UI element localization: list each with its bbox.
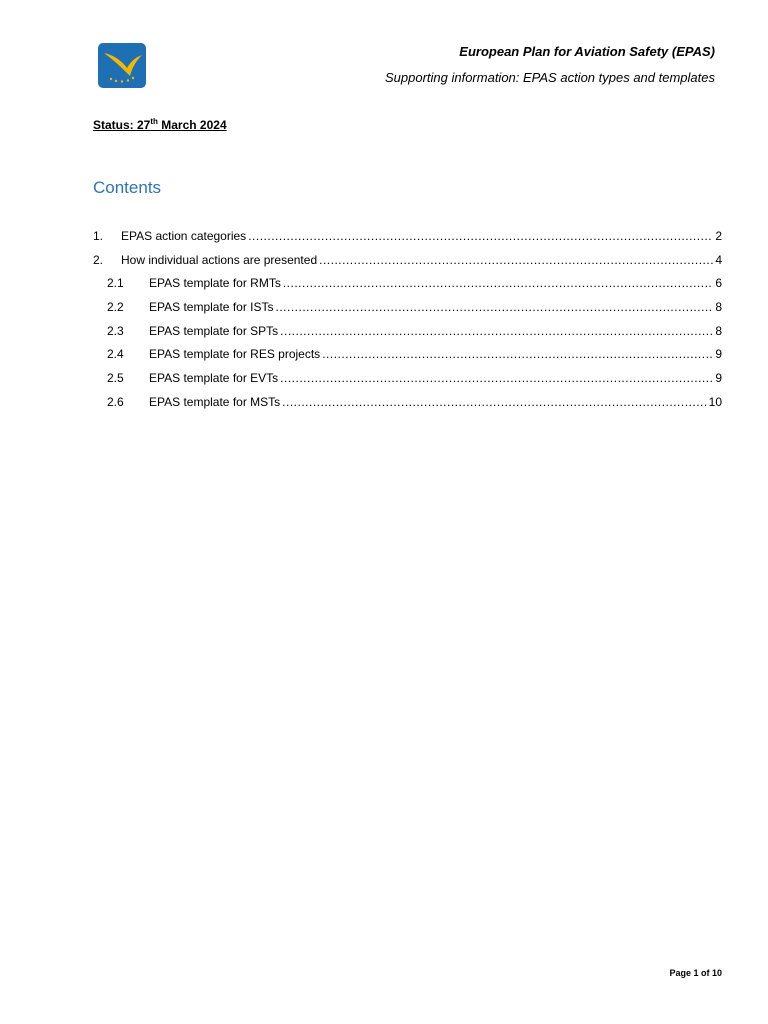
toc-entry[interactable]	[93, 253, 722, 277]
toc-entry-label: EPAS template for ISTs	[149, 300, 274, 315]
toc-dot-leader	[322, 347, 713, 361]
status-date	[93, 118, 227, 132]
toc-entry-label: EPAS template for EVTs	[149, 371, 279, 386]
toc-entry[interactable]	[93, 229, 722, 253]
toc-entry-number: 2.3	[107, 323, 124, 338]
toc-entry[interactable]	[93, 276, 722, 300]
toc-entry-label: EPAS action categories	[121, 229, 247, 243]
status-date-superscript: th	[150, 117, 158, 126]
toc-entry-number: 2.6	[107, 394, 124, 409]
toc-entry-number: 2.2	[107, 300, 124, 315]
toc-entry-number: 2.1	[107, 276, 124, 291]
toc-entry-page: 6	[715, 276, 722, 291]
easa-bird-logo-icon	[98, 43, 146, 88]
page-number-footer: Page 1 of 10	[669, 968, 722, 978]
toc-entry-page: 9	[715, 371, 722, 386]
status-suffix: March 2024	[157, 118, 227, 132]
toc-dot-leader	[280, 371, 713, 385]
status-prefix: Status: 27	[93, 118, 151, 132]
toc-entry-page: 4	[715, 252, 722, 267]
toc-dot-leader	[276, 300, 714, 314]
toc-dot-leader	[248, 229, 713, 243]
toc-dot-leader	[280, 324, 713, 338]
toc-entry-number: 2.	[93, 252, 104, 267]
toc-dot-leader	[283, 276, 713, 290]
toc-entry[interactable]	[93, 371, 722, 395]
toc-entry-page: 9	[715, 347, 722, 362]
table-of-contents	[93, 229, 722, 419]
toc-entry-label: EPAS template for SPTs	[149, 323, 279, 338]
toc-entry-label: EPAS template for MSTs	[149, 394, 281, 409]
toc-entry-label: How individual actions are presented	[121, 252, 318, 267]
toc-entry[interactable]	[93, 395, 722, 419]
toc-entry[interactable]	[93, 324, 722, 348]
toc-entry[interactable]	[93, 300, 722, 324]
toc-dot-leader	[282, 395, 706, 409]
toc-entry-page: 10	[708, 394, 722, 409]
document-header-subtitle: Supporting information: EPAS action types and templates	[384, 70, 715, 85]
toc-entry-label: EPAS template for RMTs	[149, 276, 281, 291]
toc-entry-number: 2.5	[107, 371, 124, 386]
toc-entry-page: 8	[715, 300, 722, 315]
toc-entry[interactable]	[93, 347, 722, 371]
toc-entry-number: 2.4	[107, 347, 124, 362]
contents-heading: Contents	[93, 178, 162, 197]
toc-entry-number: 1.	[93, 229, 104, 243]
document-header-title: European Plan for Aviation Safety (EPAS)	[459, 44, 715, 59]
toc-entry-label: EPAS template for RES projects	[149, 347, 321, 362]
toc-dot-leader	[319, 253, 713, 267]
toc-entry-page: 8	[715, 323, 722, 338]
toc-entry-page: 2	[715, 229, 722, 243]
